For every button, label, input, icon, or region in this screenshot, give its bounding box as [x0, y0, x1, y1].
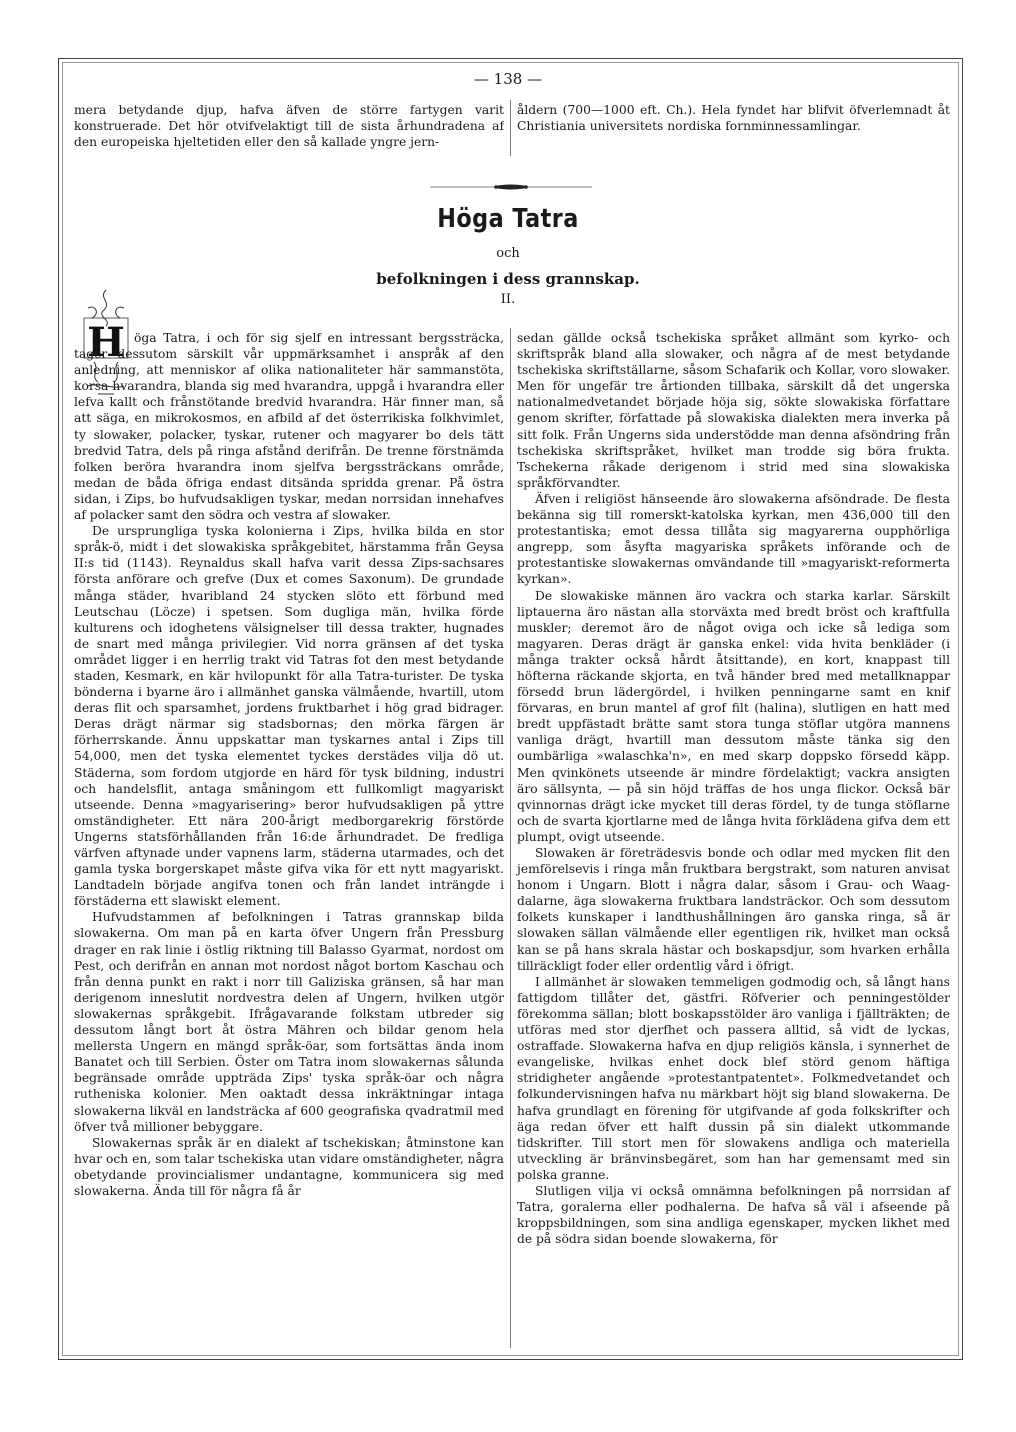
article-title: Höga Tatra: [437, 204, 579, 234]
article-subtitle: befolkningen i dess grannskap.: [376, 270, 640, 288]
paragraph: öga Tatra, i och för sig sjelf en intressant bergssträcka, tager dessutom särskilt vår uppmärksamhet i anspråk af den anledning, att menniskor af olika nationaliteter här sammanstöta, korsa hvarandra, blanda sig med hvarandra, uppgå i hvarandra eller lefva kallt och frånstötande bredvid hvarandra. Här finner man, så att säga, en mikrokosmos, en afbild af det österrikiska folkhvimlet, ty slowaker, polacker, tyskar, rutener och magyarer bo dels tätt bredvid Tatra, dels på ringa afstånd derifrån. De trenne förstnämda folken beröra hvarandra inom sjelfva bergssträckans område, medan de båda öfriga endast ditsända spridda grenar. På östra sidan, i Zips, bo hufvudsakligen tyskar, medan norrsidan innehafves af polacker samt den södra och vestra af slowaker.: [74, 331, 504, 523]
paragraph: sedan gällde också tschekiska språket allmänt som kyrko- och skriftspråk bland alla slowaker, och några af de mest betydande tschekiska skriftställarne, såsom Schafarik och Kollar, voro slowaker. Men för ungefär tre årtionden tillbaka, särskilt då det ungerska nationalmedvetandet började höja sig, sökte slowakiska författare genom skrifter, författade på slowakiska dialekten mera inverka på sitt folk. Från Ungerns sida understödde man denna afsöndring från tschekiska skriftspråket, hvilket man trodde sig böra frukta. Tschekerna råkade derigenom i strid med sina slowakiska språkförvandter.: [517, 331, 950, 490]
part-number: II.: [500, 292, 516, 307]
svg-text:H: H: [87, 319, 125, 366]
right-column: [517, 330, 950, 1247]
paragraph: Äfven i religiöst hänseende äro slowakerna afsöndrade. De flesta bekänna sig till romerskt-katolska kyrkan, men 436,000 till den protestantiska; emot dessa tillåta sig magyarerna oupphörliga angrepp, som åsyfta magyariska språkets införande och de protestantiske slowakernas omvändande till »magyariskt-reformerta kyrkan».: [517, 491, 950, 587]
title-conjunction: och: [496, 246, 520, 261]
paragraph: Slowaken är företrädesvis bonde och odlar med mycken flit den jemförelsevis i ringa mån fruktbara bergstrakt, som naturen anvisat honom i Ungarn. Blott i några dalar, såsom i Grau- och Waag-dalarne, äga slowakerna fruktbara landsträckor. Och som dessutom folkets kunskaper i landthushållningen äro ganska ringa, så är slowaken sällan välmående eller egentligen rik, hvilket man också kan se på hans skrala hästar och boskapsdjur, som hvarken erhålla tillräckligt foder eller ordentlig vård i öfrigt.: [517, 846, 950, 973]
paragraph: I allmänhet är slowaken temmeligen godmodig och, så långt hans fattigdom tillåter det, gästfri. Röfverier och penningestölder förekomma sällan; blott boskapsstölder äro vanliga i fjällträkten; de utföras med stor djerfhet och passera alltid, så vidt de lyckas, ostraffade. Slowakerna hafva en djup religiös känsla, i synnerhet de evangeliske, hvilkas enhet dock blef störd genom häftiga stridigheter angående »protestantpatentet». Folkmedvetandet och folkundervisningen hafva nu märkbart höjt sig bland slowakerna. De hafva grundlagt en förening för utgifvande af goda folkskrifter och äga redan öfver ett halft dussin på sin dialekt utkommande tidskrifter. Till stort men för slowakens andliga och materiella utveckling är bränvinsbegäret, som han har gemensamt med sin polska granne.: [517, 974, 950, 1182]
paragraph: Slutligen vilja vi också omnämna befolkningen på norrsidan af Tatra, goralerna eller podhalerna. De hafva så väl i afseende på kroppsbildningen, som sina andliga egenskaper, mycken likhet med de på södra sidan boende slowakerna, för: [517, 1183, 950, 1247]
paragraph: Hufvudstammen af befolkningen i Tatras grannskap bilda slowakerna. Om man på en karta öfver Ungern från Pressburg drager en rak linie i östlig riktning till Balasso Gyarmat, nordost om Pest, och derifrån en annan mot nordost något bortom Kaschau och från denna punkt en rakt i norr till Galiziska gränsen, så har man derigenom inneslutit nordvestra delen af Ungern, hvilken utgör slowakernas språkgebit. Ifrågavarande folkstam utbreder sig dessutom långt bort åt östra Mähren och bildar genom hela mellersta Ungern en mängd språk-öar, som fortsättas ända inom Banatet och till Serbien. Öster om Tatra inom slowakernas sålunda begränsade område uppträda Zips' tyska språk-öar och några rutheniska kolonier. Men oaktadt dessa inkräktningar intaga slowakerna likväl en landsträcka af 600 geografiska qvadratmil med öfver två millioner bebyggare.: [74, 910, 504, 1134]
continued-text-right: åldern (700—1000 eft. Ch.). Hela fyndet har blifvit öfverlemnadt åt Christiania universitets nordiska fornminnessamlingar.: [517, 103, 950, 134]
column-divider-top: [510, 100, 511, 156]
column-divider: [510, 328, 511, 1348]
left-column: [74, 330, 504, 1199]
paragraph: Slowakernas språk är en dialekt af tschekiskan; åtminstone kan hvar och en, som talar tschekiska utan vidare omständigheter, några obetydande provincialismer undantagne, kommunicera sig med slowakerna. Ända till för några få år: [74, 1135, 504, 1198]
continued-text-left: mera betydande djup, hafva äfven de större fartygen varit konstruerade. Det hör otvifvelaktigt till de sista århundradena af den europeiska hjeltetiden eller den så kallade yngre jern-: [74, 103, 504, 150]
paragraph: De slowakiske männen äro vackra och starka karlar. Särskilt liptauerna äro nästan alla storväxta med bredt bröst och kraftfulla muskler; deremot äro de något oviga och icke så lediga som magyaren. Deras drägt är ganska enkel: vida hvita benkläder (i många trakter också hårdt åtsittande), en kort, knappast till höfterna räckande skjorta, en två händer bred med metallknappar försedd brun lädergördel, i hvilken penningarne samt en knif förvaras, en brun mantel af grof filt (halina), slutligen en hatt med bredt uppfästadt brätte samt stora tunga stöflar utgöra mannens vanliga drägt, hvartill man dessutom måste tänka sig den oumbärliga »walaschka'n», en med skarp doppsko försedd käpp. Men qvinkönets utseende är mindre fördelaktigt; vackra ansigten äro sällsynta, — på sin höjd träffas de hos unga flickor. Också bär qvinnornas drägt icke mycket till deras fördel, ty de tunga stöflarne och de svarta kjortlarne med de långa hvita förklädena gifva dem ett plumpt, ovigt utseende.: [517, 588, 950, 844]
page-number: — 138 —: [473, 70, 543, 88]
section-ornament: [430, 184, 592, 190]
paragraph: De ursprungliga tyska kolonierna i Zips, hvilka bilda en stor språk-ö, midt i det slowakiska språkgebitet, härstamma från Geysa II:s tid (1143). Reynaldus skall hafva varit dessa Zips-sachsares första anförare och grefve (Dux et comes Saxonum). De grundade många städer, hvaribland 24 stycken slöto ett förbund med Leutschau (Löcze) i spetsen. Som dugliga män, hvilka förde kulturens och idoghetens välsignelser till dessa trakter, hugnades de snart med många privilegier. Vid norra gränsen af det tyska området ligger i en herrlig trakt vid Tatras fot den mest betydande staden, Kesmark, en kär hvilopunkt för alla Tatra-turister. De tyska bönderna i byarne äro i allmänhet ganska välmående, hvartill, utom deras flit och sparsamhet, jordens fruktbarhet i hög grad bidrager. Deras drägt närmar sig stadsbornas; den mörka färgen är förherrskande. Ännu uppskattar man tyskarnes antal i Zips till 54,000, men det tyska elementet tyckes derstädes vilja dö ut. Städerna, som fordom utgjorde en härd för tysk bildning, industri och handelsflit, antaga småningom ett fullkomligt magyariskt utseende. Denna »magyarisering» beror hufvudsakligen på yttre omständigheter. Ett nära 200-årigt medborgarekrig förstörde Ungerns statsförhållanden från 16:de århundradet. De fredliga värfven aftynade under vapnens larm, städerna utarmades, och det gamla tyska borgerskapet måste gifva vika för ett nytt magyariskt. Landtadeln började angifva tonen och från landet inträngde i förstäderna ett slawiskt element.: [74, 524, 504, 909]
